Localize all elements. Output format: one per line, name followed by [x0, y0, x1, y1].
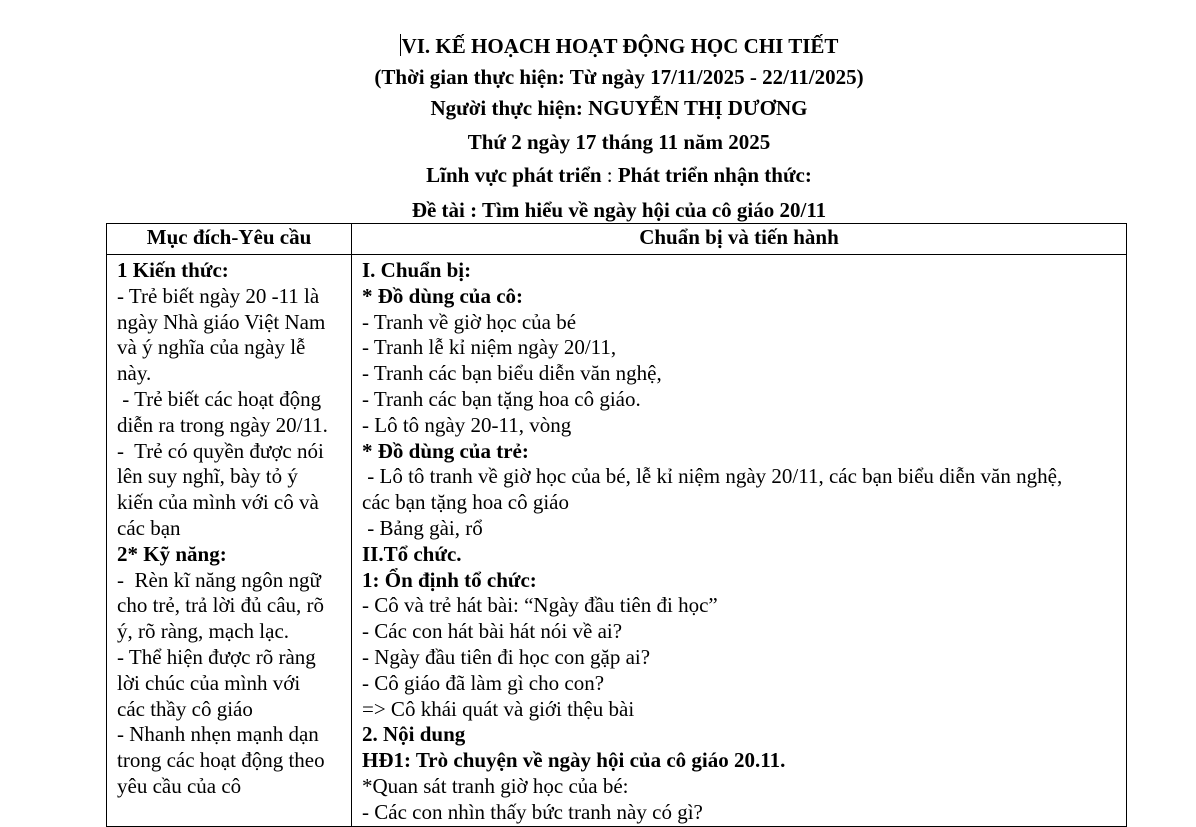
field-label: Lĩnh vực phát triển [426, 163, 602, 187]
preparation-line: - Tranh các bạn biểu diễn văn nghệ, [362, 361, 662, 386]
objectives-text [107, 255, 351, 800]
preparation-line: II.Tổ chức. [362, 541, 462, 566]
objectives-line: 1 Kiến thức: [117, 258, 229, 282]
objectives-line: - Nhanh nhẹn mạnh dạn [117, 722, 319, 747]
preparation-line: 2. Nội dung [362, 722, 466, 747]
objectives-line: yêu cầu của cô [117, 773, 242, 798]
plan-title [0, 33, 1196, 59]
plan-field [0, 162, 1196, 188]
objectives-line: - Thể hiện được rõ ràng [117, 644, 316, 669]
preparation-line: - Ngày đầu tiên đi học con gặp ai? [362, 644, 651, 669]
objectives-line: kiến của mình với cô và [117, 490, 319, 515]
objectives-line: và ý nghĩa của ngày lễ [117, 335, 306, 360]
plan-title-text: VI. KẾ HOẠCH HOẠT ĐỘNG HỌC CHI TIẾT [401, 34, 839, 58]
preparation-line: - Lô tô ngày 20-11, vòng [362, 412, 572, 437]
objectives-line: - Trẻ biết các hoạt động [117, 386, 322, 411]
objectives-line: diễn ra trong ngày 20/11. [117, 412, 328, 437]
preparation-cell [352, 255, 1127, 827]
preparation-line: - Các con nhìn thấy bức tranh này có gì? [362, 799, 703, 824]
column-header-preparation: Chuẩn bị và tiến hành [352, 224, 1127, 255]
preparation-line: * Đồ dùng của cô: [362, 283, 524, 308]
objectives-line: này. [117, 361, 152, 386]
preparation-line: - Bảng gài, rổ [362, 515, 483, 540]
objectives-line: lên suy nghĩ, bày tỏ ý [117, 464, 298, 489]
objectives-line: - Trẻ biết ngày 20 -11 là [117, 283, 320, 308]
objectives-line: ý, rõ ràng, mạch lạc. [117, 619, 290, 644]
table-row [107, 255, 1127, 827]
objectives-line: 2* Kỹ năng: [117, 541, 227, 566]
preparation-line: I. Chuẩn bị: [362, 258, 472, 282]
table-header-row [107, 224, 1127, 255]
plan-time: (Thời gian thực hiện: Từ ngày 17/11/2025 - 22/11/2025) [374, 65, 864, 89]
preparation-line: 1: Ổn định tổ chức: [362, 567, 537, 592]
preparation-text [352, 255, 1126, 826]
preparation-line: các bạn tặng hoa cô giáo [362, 490, 569, 515]
objectives-line: các bạn [117, 515, 181, 540]
objectives-line: ngày Nhà giáo Việt Nam [117, 309, 326, 334]
preparation-line: - Tranh các bạn tặng hoa cô giáo. [362, 386, 641, 411]
plan-performer [0, 95, 1196, 121]
plan-table [106, 223, 1127, 827]
preparation-line: *Quan sát tranh giờ học của bé: [362, 773, 629, 798]
objectives-line: - Trẻ có quyền được nói [117, 438, 324, 463]
objectives-line: - Rèn kĩ năng ngôn ngữ [117, 567, 321, 592]
preparation-line: - Tranh về giờ học của bé [362, 309, 577, 334]
objectives-line: cho trẻ, trả lời đủ câu, rõ [117, 593, 325, 618]
plan-topic: Đề tài : Tìm hiểu về ngày hội của cô giáo 20/11 [411, 198, 827, 222]
preparation-line: HĐ1: Trò chuyện về ngày hội của cô giáo 20.11. [362, 748, 786, 773]
plan-date: Thứ 2 ngày 17 tháng 11 năm 2025 [467, 130, 771, 154]
objectives-line: trong các hoạt động theo [117, 748, 325, 773]
objectives-line: lời chúc của mình với [117, 670, 301, 695]
preparation-line: - Cô và trẻ hát bài: “Ngày đầu tiên đi học” [362, 593, 718, 618]
preparation-line: - Các con hát bài hát nói về ai? [362, 619, 623, 644]
objectives-line: các thầy cô giáo [117, 696, 253, 721]
field-separator: : [601, 163, 618, 187]
column-header-objectives: Mục đích-Yêu cầu [107, 224, 352, 255]
objectives-cell [107, 255, 352, 827]
text-cursor [400, 34, 401, 56]
performer-label: Người thực hiện: [430, 96, 589, 120]
preparation-line: - Lô tô tranh về giờ học của bé, lễ kỉ niệm ngày 20/11, các bạn biểu diễn văn nghệ, [362, 464, 1063, 489]
performer-name: NGUYỄN THỊ DƯƠNG [588, 96, 808, 120]
preparation-line: - Cô giáo đã làm gì cho con? [362, 670, 605, 695]
preparation-line: => Cô khái quát và giới thệu bài [362, 696, 635, 721]
preparation-line: * Đồ dùng của trẻ: [362, 438, 529, 463]
field-value: Phát triển nhận thức: [617, 163, 812, 187]
preparation-line: - Tranh lễ kỉ niệm ngày 20/11, [362, 335, 617, 360]
